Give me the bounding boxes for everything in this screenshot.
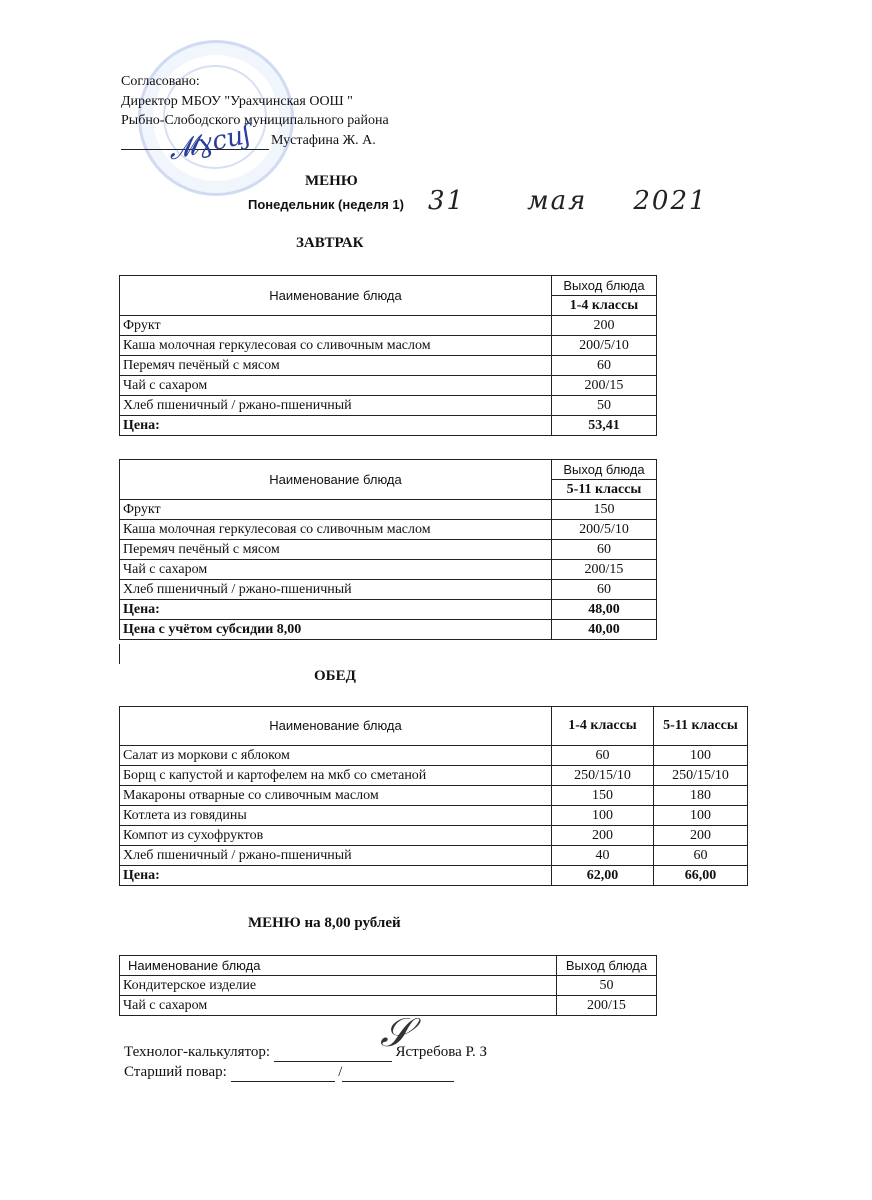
table-row: Перемяч печёный с мясом 60 <box>120 540 657 560</box>
col-header-yield: Выход блюда <box>557 956 657 976</box>
table-row: Фрукт 200 <box>120 316 657 336</box>
approval-district: Рыбно-Слободского муниципального района <box>121 113 389 128</box>
table-row: Перемяч печёный с мясом 60 <box>120 356 657 376</box>
approval-signature-line <box>121 131 389 151</box>
name-blank <box>342 1066 454 1082</box>
director-signature-scribble: 𝓜ɣсиʃ <box>165 119 254 167</box>
staff-signatures <box>124 1042 487 1082</box>
price-row: Цена: 53,41 <box>120 416 657 436</box>
approval-label: Согласовано: <box>121 74 200 89</box>
col-header-name: Наименование блюда <box>120 276 552 316</box>
table-row: Котлета из говядины 100 100 <box>120 806 748 826</box>
lunch-table <box>119 706 748 886</box>
page-title: МЕНЮ <box>305 173 358 189</box>
cook-separator: / <box>338 1064 343 1080</box>
price-row: Цена: 62,00 66,00 <box>120 866 748 886</box>
technologist-signature-scribble: 𝒮 <box>380 1010 411 1056</box>
col-header-yield: Выход блюда <box>552 460 657 480</box>
date-month: мая <box>527 186 588 216</box>
table-row: Кондитерское изделие 50 <box>120 976 657 996</box>
technologist-line <box>124 1042 487 1062</box>
col-header-name: Наименование блюда <box>120 460 552 500</box>
breakfast-table-1-4 <box>119 275 657 436</box>
cook-line <box>124 1062 487 1082</box>
signature-blank <box>231 1066 335 1082</box>
col-header-group: 5-11 классы <box>552 480 657 500</box>
col-header-name: Наименование блюда <box>120 707 552 746</box>
menu8-title: МЕНЮ на 8,00 рублей <box>248 915 401 931</box>
col-header-group-1-4: 1-4 классы <box>552 707 654 746</box>
technologist-label: Технолог-калькулятор: <box>124 1044 271 1060</box>
table-row: Фрукт 150 <box>120 500 657 520</box>
lunch-title: ОБЕД <box>314 668 356 684</box>
handwritten-date <box>428 186 708 216</box>
table-row: Хлеб пшеничный / ржано-пшеничный 40 60 <box>120 846 748 866</box>
col-header-group-5-11: 5-11 классы <box>654 707 748 746</box>
director-name: Мустафина Ж. А. <box>271 132 376 148</box>
date-year: 2021 <box>633 186 708 216</box>
table-row: Борщ с капустой и картофелем на мкб со сметаной 250/15/10 250/15/10 <box>120 766 748 786</box>
table-row: Каша молочная геркулесовая со сливочным маслом 200/5/10 <box>120 520 657 540</box>
col-header-name: Наименование блюда <box>120 956 557 976</box>
table-row: Каша молочная геркулесовая со сливочным маслом 200/5/10 <box>120 336 657 356</box>
table-row: Чай с сахаром 200/15 <box>120 996 657 1016</box>
subsidy-price-row: Цена с учётом субсидии 8,00 40,00 <box>120 620 657 640</box>
table-row: Чай с сахаром 200/15 <box>120 560 657 580</box>
table-row: Макароны отварные со сливочным маслом 150 180 <box>120 786 748 806</box>
table-row: Компот из сухофруктов 200 200 <box>120 826 748 846</box>
col-header-yield: Выход блюда <box>552 276 657 296</box>
table-row: Салат из моркови с яблоком 60 100 <box>120 746 748 766</box>
breakfast-table-5-11 <box>119 459 657 640</box>
signature-blank <box>274 1046 392 1062</box>
table-border-fragment <box>119 644 120 664</box>
cook-label: Старший повар: <box>124 1064 227 1080</box>
table-row: Чай с сахаром 200/15 <box>120 376 657 396</box>
technologist-name: Ястребова Р. З <box>395 1044 487 1060</box>
col-header-group: 1-4 классы <box>552 296 657 316</box>
table-row: Хлеб пшеничный / ржано-пшеничный 60 <box>120 580 657 600</box>
day-label: Понедельник (неделя 1) <box>248 197 404 212</box>
table-row: Хлеб пшеничный / ржано-пшеничный 50 <box>120 396 657 416</box>
approval-block <box>121 72 389 150</box>
menu8-table <box>119 955 657 1016</box>
breakfast-title: ЗАВТРАК <box>296 235 364 251</box>
price-row: Цена: 48,00 <box>120 600 657 620</box>
date-day: 31 <box>428 186 466 216</box>
approval-director: Директор МБОУ "Урахчинская ООШ " <box>121 93 353 109</box>
